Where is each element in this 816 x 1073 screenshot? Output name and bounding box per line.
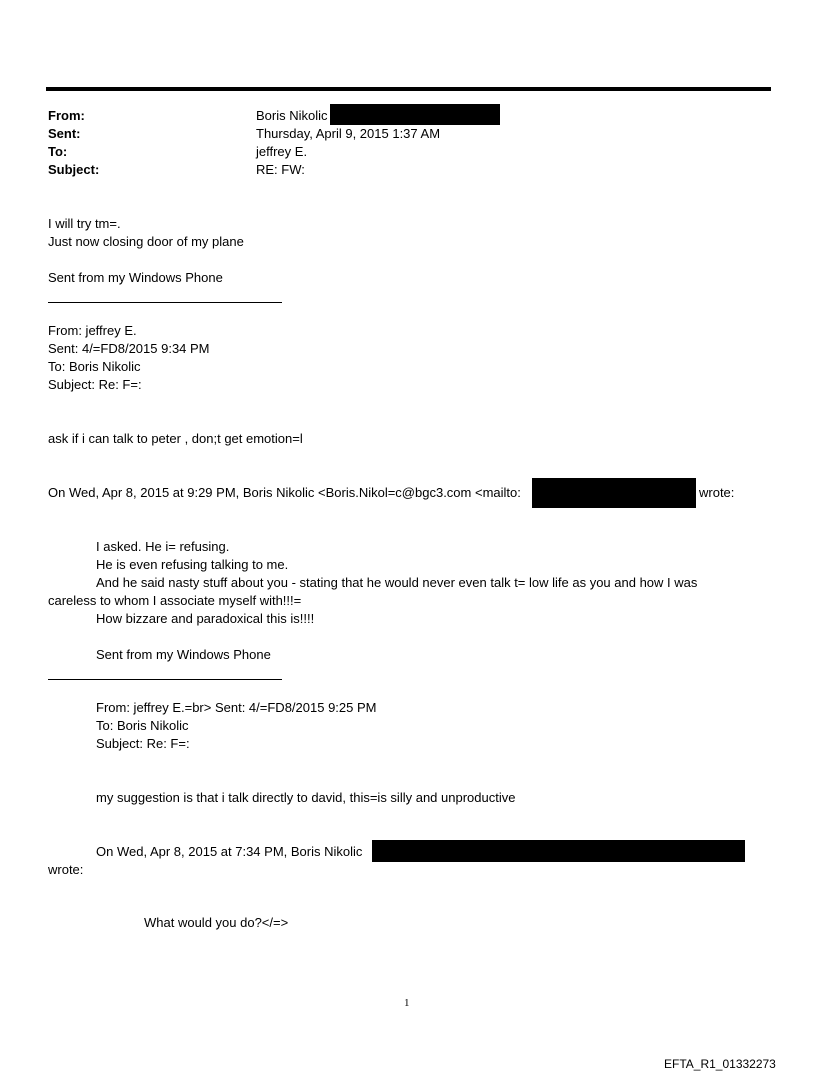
subject-label: Subject:: [48, 162, 100, 177]
to-label: To:: [48, 144, 68, 159]
quoted-message: What would you do?</=>: [144, 915, 289, 930]
subject-value: RE: FW:: [256, 162, 305, 177]
redaction-box: [372, 840, 745, 862]
header-rule: [46, 87, 771, 91]
quoted-line-5: How bizzare and paradoxical this is!!!!: [96, 611, 315, 626]
signature: Sent from my Windows Phone: [48, 270, 223, 285]
body-line-2: Just now closing door of my plane: [48, 234, 244, 249]
attribution-line: On Wed, Apr 8, 2015 at 7:34 PM, Boris Nikolic: [96, 844, 363, 859]
quoted-to: To: Boris Nikolic: [96, 718, 189, 733]
quoted-from: From: jeffrey E.: [48, 323, 137, 338]
sent-value: Thursday, April 9, 2015 1:37 AM: [256, 126, 441, 141]
quoted-signature: Sent from my Windows Phone: [96, 647, 271, 662]
quoted-message: ask if i can talk to peter , don;t get emotion=l: [48, 431, 303, 446]
quoted-subject: Subject: Re: F=:: [48, 377, 142, 392]
attribution-line: On Wed, Apr 8, 2015 at 9:29 PM, Boris Nikolic <Boris.Nikol=c@bgc3.com <mailto:: [48, 485, 521, 500]
to-value: jeffrey E.: [256, 144, 308, 159]
redaction-box: [532, 478, 696, 508]
quoted-line-2: He is even refusing talking to me.: [96, 557, 289, 572]
quoted-message: my suggestion is that i talk directly to david, this=is silly and unproductive: [96, 790, 516, 805]
quoted-from-sent: From: jeffrey E.=br> Sent: 4/=FD8/2015 9:25 PM: [96, 700, 377, 715]
from-label: From:: [48, 108, 85, 123]
quoted-line-4: careless to whom I associate myself with!!!=: [48, 593, 302, 608]
body-line-1: I will try tm=.: [48, 216, 121, 231]
attribution-wrote: wrote:: [48, 862, 84, 877]
from-value: Boris Nikolic: [256, 108, 328, 123]
sent-label: Sent:: [48, 126, 81, 141]
document-id: EFTA_R1_01332273: [664, 1057, 776, 1071]
quoted-subject: Subject: Re: F=:: [96, 736, 190, 751]
quoted-to: To: Boris Nikolic: [48, 359, 141, 374]
attribution-wrote: wrote:: [699, 485, 735, 500]
quoted-sent: Sent: 4/=FD8/2015 9:34 PM: [48, 341, 210, 356]
quoted-line-1: I asked. He i= refusing.: [96, 539, 230, 554]
page-number: 1: [404, 997, 410, 1009]
quoted-line-3: And he said nasty stuff about you - stating that he would never even talk t= low life as you and how I was: [96, 575, 698, 590]
redaction-box: [330, 104, 500, 125]
divider: [48, 302, 282, 303]
divider: [48, 679, 282, 680]
